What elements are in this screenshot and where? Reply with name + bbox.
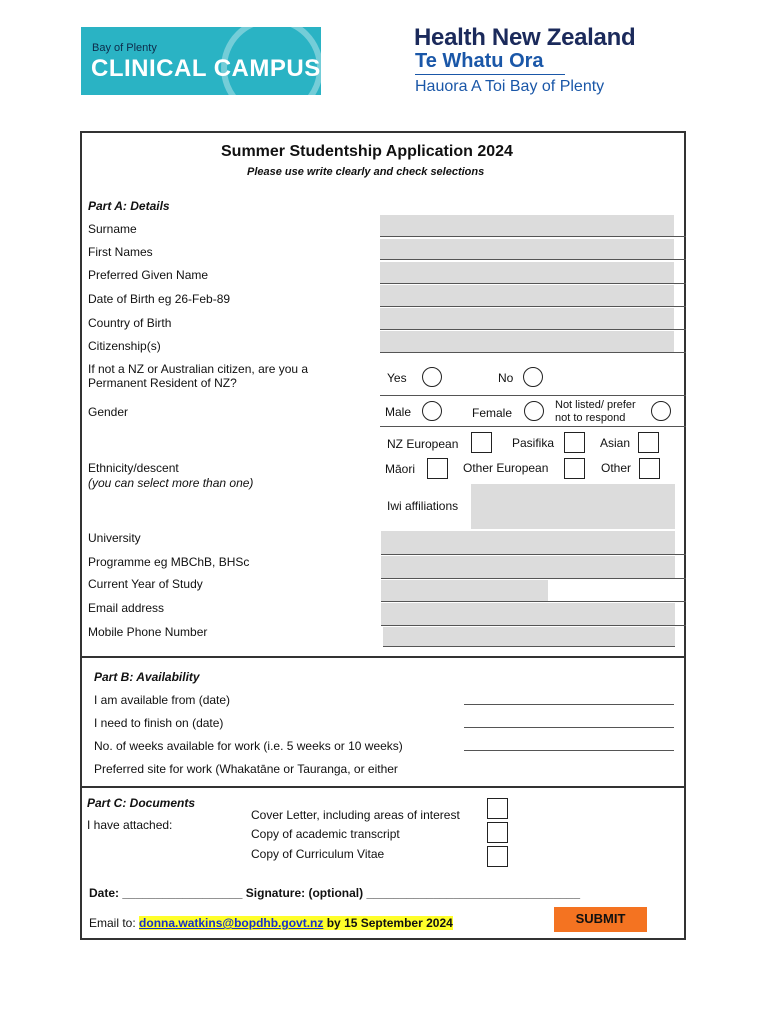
- logo-small-text: Bay of Plenty: [92, 42, 157, 54]
- cv-checkbox[interactable]: [487, 846, 508, 867]
- email-label: Email address: [88, 601, 165, 615]
- email-link[interactable]: donna.watkins@bopdhb.govt.nz: [139, 916, 324, 930]
- country-underline: [380, 329, 686, 330]
- part-a-separator: [80, 656, 686, 658]
- weeks-line[interactable]: [464, 750, 674, 751]
- surname-label: Surname: [88, 222, 137, 236]
- transcript-label: Copy of academic transcript: [251, 827, 400, 841]
- eth-nz-european-label: NZ European: [387, 437, 459, 451]
- attached-label: I have attached:: [87, 818, 173, 832]
- university-label: University: [88, 531, 141, 545]
- email-underline: [381, 625, 686, 626]
- eth-pasifika-label: Pasifika: [512, 436, 555, 450]
- email-highlight: [139, 916, 453, 930]
- iwi-input[interactable]: [471, 484, 675, 529]
- preferred-name-label: Preferred Given Name: [88, 268, 209, 282]
- country-label: Country of Birth: [88, 316, 172, 330]
- mobile-label: Mobile Phone Number: [88, 625, 208, 639]
- programme-underline: [381, 578, 686, 579]
- dob-underline: [380, 306, 686, 307]
- mobile-underline: [383, 646, 675, 647]
- part-b-heading: Part B: Availability: [94, 670, 200, 684]
- resident-yes-radio[interactable]: [422, 367, 442, 387]
- finish-on-label: I need to finish on (date): [94, 716, 224, 730]
- country-input[interactable]: [380, 308, 674, 329]
- part-c-heading: Part C: Documents: [87, 796, 196, 810]
- email-to-line: [89, 916, 453, 930]
- ethnicity-label-line1: Ethnicity/descent: [88, 461, 179, 475]
- gender-male-label: Male: [385, 405, 412, 419]
- gender-underline: [380, 426, 686, 427]
- available-from-label: I am available from (date): [94, 693, 231, 707]
- gender-not-listed-line1: Not listed/ prefer: [555, 399, 636, 411]
- first-names-underline: [380, 259, 686, 260]
- part-b-separator: [80, 786, 686, 788]
- mobile-input[interactable]: [383, 627, 675, 646]
- university-underline: [381, 554, 686, 555]
- citizenship-underline: [380, 352, 686, 353]
- surname-underline: [380, 236, 686, 237]
- eth-asian-label: Asian: [600, 436, 631, 450]
- cv-label: Copy of Curriculum Vitae: [251, 847, 385, 861]
- ethnicity-label-line2: (you can select more than one): [88, 476, 254, 490]
- dob-input[interactable]: [380, 285, 674, 306]
- year-underline: [381, 601, 686, 602]
- hnz-logo-line3: Hauora A Toi Bay of Plenty: [415, 78, 605, 95]
- email-input[interactable]: [381, 603, 675, 625]
- email-to-label: Email to:: [89, 916, 136, 930]
- university-input[interactable]: [381, 531, 675, 554]
- gender-female-radio[interactable]: [524, 401, 544, 421]
- eth-other-european-label: Other European: [463, 461, 549, 475]
- resident-question-line1: If not a NZ or Australian citizen, are you a: [88, 362, 309, 376]
- form-subtitle: Please use write clearly and check selections: [247, 166, 485, 178]
- citizenship-label: Citizenship(s): [88, 339, 161, 353]
- cover-letter-label: Cover Letter, including areas of interest: [251, 808, 460, 822]
- submit-button[interactable]: SUBMIT: [554, 907, 647, 932]
- gender-female-label: Female: [472, 406, 513, 420]
- resident-yes-label: Yes: [387, 371, 407, 385]
- deadline-text: by 15 September 2024: [323, 916, 453, 930]
- part-a-heading: Part A: Details: [88, 199, 170, 213]
- resident-no-radio[interactable]: [523, 367, 543, 387]
- citizenship-input[interactable]: [380, 331, 674, 352]
- preferred-name-input[interactable]: [380, 262, 674, 283]
- hnz-logo-rule: [415, 74, 565, 75]
- available-from-line[interactable]: [464, 704, 674, 705]
- dob-label: Date of Birth eg 26-Feb-89: [88, 292, 231, 306]
- cover-letter-checkbox[interactable]: [487, 798, 508, 819]
- bop-clinical-campus-logo: [81, 27, 321, 95]
- eth-nz-european-checkbox[interactable]: [471, 432, 492, 453]
- iwi-label: Iwi affiliations: [387, 499, 459, 513]
- preferred-name-underline: [380, 283, 686, 284]
- eth-asian-checkbox[interactable]: [638, 432, 659, 453]
- gender-not-listed-radio[interactable]: [651, 401, 671, 421]
- weeks-label: No. of weeks available for work (i.e. 5 weeks or 10 weeks): [94, 739, 403, 753]
- date-signature-line[interactable]: Date: __________________ Signature: (optional) ________________________________: [89, 886, 581, 900]
- eth-maori-label: Māori: [385, 462, 416, 476]
- resident-question-line2: Permanent Resident of NZ?: [88, 376, 237, 390]
- hnz-logo-line2: Te Whatu Ora: [415, 50, 544, 72]
- eth-other-checkbox[interactable]: [639, 458, 660, 479]
- eth-other-european-checkbox[interactable]: [564, 458, 585, 479]
- resident-underline: [380, 395, 686, 396]
- programme-input[interactable]: [381, 556, 675, 578]
- finish-on-line[interactable]: [464, 727, 674, 728]
- programme-label: Programme eg MBChB, BHSc: [88, 555, 250, 569]
- first-names-label: First Names: [88, 245, 153, 259]
- gender-not-listed-line2: not to respond: [555, 412, 626, 424]
- transcript-checkbox[interactable]: [487, 822, 508, 843]
- eth-pasifika-checkbox[interactable]: [564, 432, 585, 453]
- resident-no-label: No: [498, 371, 514, 385]
- gender-male-radio[interactable]: [422, 401, 442, 421]
- site-label: Preferred site for work (Whakatāne or Tauranga, or either: [94, 762, 398, 776]
- eth-other-label: Other: [601, 461, 632, 475]
- form-title: Summer Studentship Application 2024: [221, 143, 513, 160]
- gender-label: Gender: [88, 405, 129, 419]
- year-input[interactable]: [381, 580, 548, 601]
- first-names-input[interactable]: [380, 239, 674, 260]
- year-label: Current Year of Study: [88, 577, 203, 591]
- hnz-logo-line1: Health New Zealand: [414, 24, 636, 51]
- surname-input[interactable]: [380, 215, 674, 237]
- eth-maori-checkbox[interactable]: [427, 458, 448, 479]
- logo-big-text: CLINICAL CAMPUS: [91, 55, 321, 82]
- health-nz-logo: [414, 24, 694, 98]
